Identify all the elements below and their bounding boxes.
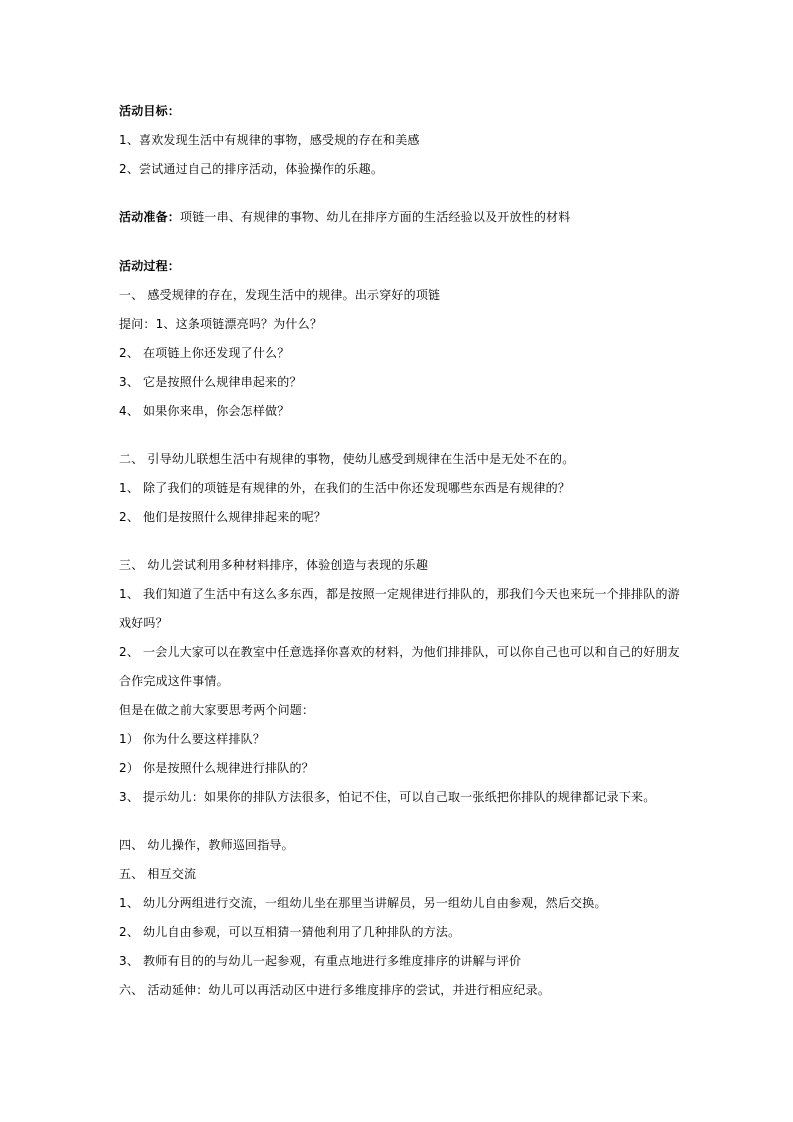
part5-title: 五、 相互交流 (119, 867, 197, 881)
part3-item3: 3、 提示幼儿：如果你的排队方法很多，怕记不住，可以自己取一张纸把你排队的规律都记录下来。 (119, 790, 656, 804)
part3-item2-line2: 合作完成这件事情。 (119, 674, 229, 688)
part6-title: 六、 活动延伸：幼儿可以再活动区中进行多维度排序的尝试，并进行相应纪录。 (119, 983, 551, 997)
part3-item1-line1: 1、 我们知道了生活中有这么多东西，都是按照一定规律进行排队的，那我们今天也来玩一个排排队的游 (119, 587, 680, 601)
part1-item-4: 4、 如果你来串，你会怎样做？ (119, 404, 290, 418)
part1-question-intro: 提问：1、这条项链漂亮吗？为什么？ (119, 317, 323, 331)
part3-item2-line1: 2、 一会儿大家可以在教室中任意选择你喜欢的材料，为他们排排队，可以你自己也可以和自己的好朋友 (119, 645, 680, 659)
prep-text: 项链一串、有规律的事物、幼儿在排序方面的生活经验以及开放性的材料 (180, 210, 571, 224)
goal-heading: 活动目标： (119, 104, 181, 118)
part3-item1-line2: 戏好吗？ (119, 616, 168, 630)
part3-question-1: 1） 你为什么要这样排队？ (119, 732, 266, 746)
part3-title: 三、 幼儿尝试利用多种材料排序，体验创造与表现的乐趣 (119, 558, 429, 572)
part1-item-2: 2、 在项链上你还发现了什么？ (119, 346, 290, 360)
part3-note: 但是在做之前大家要思考两个问题： (119, 703, 315, 717)
goal-item-1: 1、喜欢发现生活中有规律的事物，感受规的存在和美感 (119, 133, 420, 147)
part5-item-1: 1、 幼儿分两组进行交流，一组幼儿坐在那里当讲解员，另一组幼儿自由参观，然后交换。 (119, 896, 607, 910)
part2-item-2: 2、 他们是按照什么规律排起来的呢？ (119, 510, 327, 524)
prep-paragraph (119, 209, 689, 225)
part1-title: 一、 感受规律的存在，发现生活中的规律。出示穿好的项链 (119, 288, 441, 302)
prep-heading: 活动准备： (119, 210, 181, 224)
part2-title: 二、 引导幼儿联想生活中有规律的事物，使幼儿感受到规律在生活中是无处不在的。 (119, 452, 575, 466)
part1-item-3: 3、 它是按照什么规律串起来的？ (119, 375, 302, 389)
part5-item-3: 3、 教师有目的的与幼儿一起参观，有重点地进行多维度排序的讲解与评价 (119, 954, 522, 968)
process-heading: 活动过程： (119, 259, 181, 273)
part3-question-2: 2） 你是按照什么规律进行排队的？ (119, 761, 314, 775)
part4-title: 四、 幼儿操作，教师巡回指导。 (119, 838, 294, 852)
part2-item-1: 1、 除了我们的项链是有规律的外，在我们的生活中你还发现哪些东西是有规律的？ (119, 481, 571, 495)
part5-item-2: 2、 幼儿自由参观，可以互相猜一猜他利用了几种排队的方法。 (119, 925, 461, 939)
goal-item-2: 2、尝试通过自己的排序活动，体验操作的乐趣。 (119, 162, 384, 176)
